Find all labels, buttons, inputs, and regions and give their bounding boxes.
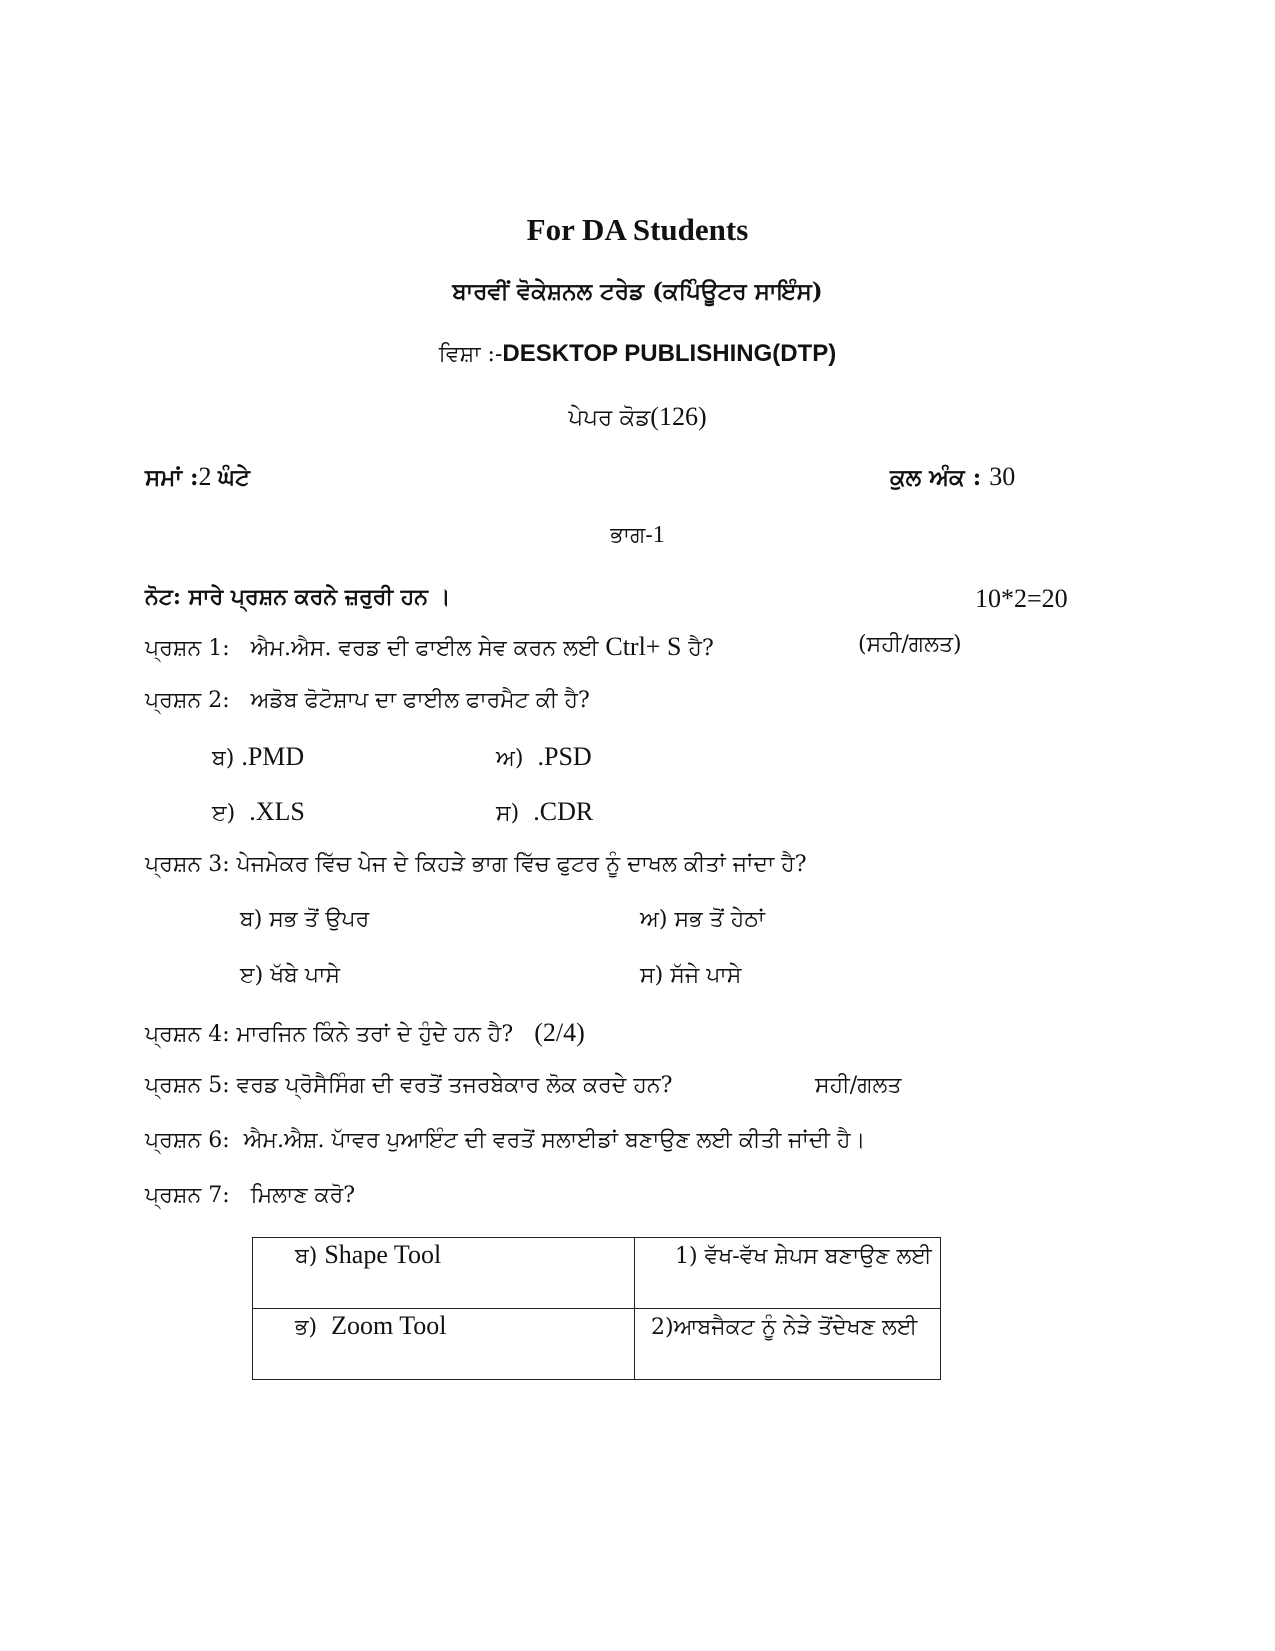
- question-label: ਪ੍ਰਸ਼ਨ 3:: [145, 852, 230, 877]
- total-marks-line: [890, 462, 1015, 492]
- answer-cell: 1) ਵੱਖ-ਵੱਖ ਸ਼ੇਪਸ ਬਣਾਉਣ ਲਈ: [635, 1238, 941, 1309]
- option-value: .PSD: [537, 742, 592, 771]
- question-5: [145, 1073, 672, 1098]
- question-1: [145, 632, 714, 662]
- match-table: [252, 1237, 941, 1380]
- note-marks: 10*2=20: [975, 584, 1068, 613]
- option-value: .XLS: [249, 797, 305, 826]
- option-value: .PMD: [241, 742, 305, 771]
- option-b: [212, 742, 304, 772]
- option-a: [496, 742, 592, 772]
- question-suffix: (2/4): [534, 1018, 585, 1047]
- question-label: ਪ੍ਰਸ਼ਨ 1:: [145, 636, 230, 661]
- question-7: [145, 1183, 355, 1208]
- paper-code-value: (126): [650, 402, 707, 431]
- q3-option-s: ਸ) ਸੱਜੇ ਪਾਸੇ: [640, 963, 742, 988]
- option-key: ਅ): [496, 746, 524, 771]
- question-label: ਪ੍ਰਸ਼ਨ 4:: [145, 1022, 230, 1047]
- question-text: ਹੈ?: [681, 636, 714, 661]
- option-value: .CDR: [533, 797, 594, 826]
- question-text: ਮਾਰਜਿਨ ਕਿੰਨੇ ਤਰਾਂ ਦੇ ਹੁੰਦੇ ਹਨ ਹੈ?: [236, 1022, 514, 1047]
- time-line: [145, 462, 250, 492]
- table-row: [253, 1309, 941, 1380]
- tool-name: Zoom Tool: [331, 1311, 447, 1340]
- question-text: ਪੇਜਮੇਕਰ ਵਿੱਚ ਪੇਜ ਦੇ ਕਿਹੜੇ ਭਾਗ ਵਿੱਚ ਫੁਟਰ ਨੂੰ ਦਾਖਲ ਕੀਤਾਂ ਜਾਂਦਾ ਹੈ?: [236, 852, 807, 877]
- option-key: ਸ): [496, 801, 520, 826]
- answer-cell: 2)ਆਬਜੈਕਟ ਨੂੰ ਨੇੜੇ ਤੋਂਦੇਖਣ ਲਈ: [635, 1309, 941, 1380]
- question-label: ਪ੍ਰਸ਼ਨ 7:: [145, 1183, 230, 1208]
- subject-line: [0, 340, 1275, 368]
- tool-cell: [253, 1238, 635, 1309]
- question-1-suffix: (ਸਹੀ/ਗਲਤ): [858, 632, 962, 657]
- question-text: ਐਮ.ਐਸ. ਵਰਡ ਦੀ ਫਾਈਲ ਸੇਵ ਕਰਨ ਲਈ: [250, 636, 606, 661]
- question-text-en: Ctrl+ S: [605, 632, 682, 661]
- option-key: ੲ): [212, 801, 236, 826]
- option-key: ਬ): [212, 746, 235, 771]
- option-i: [212, 797, 305, 827]
- paper-code-label: ਪੇਪਰ ਕੋਡ: [568, 405, 651, 431]
- note-line: ਨੋਟ: ਸਾਰੇ ਪ੍ਰਸ਼ਨ ਕਰਨੇ ਜ਼ਰੁਰੀ ਹਨ ।: [145, 584, 451, 610]
- marks-value: 30: [989, 462, 1016, 491]
- question-4: [145, 1018, 585, 1048]
- paper-code-line: [0, 402, 1275, 432]
- time-value: 2: [198, 462, 218, 491]
- question-6: [145, 1128, 865, 1153]
- table-row: [253, 1238, 941, 1309]
- question-3: [145, 852, 807, 877]
- marks-label: ਕੁਲ ਅੰਕ :: [890, 464, 990, 491]
- time-unit: ਘੰਟੇ: [217, 464, 250, 491]
- question-text: ਅਡੋਬ ਫੋਟੋਸ਼ਾਪ ਦਾ ਫਾਈਲ ਫਾਰਮੈਟ ਕੀ ਹੈ?: [250, 688, 590, 713]
- time-label: ਸਮਾਂ :: [145, 464, 199, 491]
- question-text: ਐਮ.ਐਸ਼. ਪਾੱਵਰ ਪੁਆਇੰਟ ਦੀ ਵਰਤੋਂ ਸਲਾਈਡਾਂ ਬਣਾਉਣ ਲਈ ਕੀਤੀ ਜਾਂਦੀ ਹੈ।: [243, 1128, 866, 1153]
- class-line: ਬਾਰਵੀਂ ਵੋਕੇਸ਼ਨਲ ਟਰੇਡ (ਕਪਿੰਊਟਰ ਸਾਇੰਸ): [452, 278, 823, 305]
- option-s: [496, 797, 593, 827]
- q3-option-i: ੲ) ਖੱਬੇ ਪਾਸੇ: [240, 963, 341, 988]
- part-label: ਭਾਗ-: [610, 523, 653, 548]
- tool-cell: [253, 1309, 635, 1380]
- page-title: For DA Students: [526, 212, 749, 247]
- question-text: ਮਿਲਾਣ ਕਰੋ?: [250, 1183, 356, 1208]
- part-heading: [0, 522, 1275, 549]
- question-label: ਪ੍ਰਸ਼ਨ 2:: [145, 688, 230, 713]
- question-5-suffix: ਸਹੀ/ਗਲਤ: [815, 1073, 902, 1098]
- tool-key: ਬ): [295, 1244, 318, 1269]
- subject-label: ਵਿਸ਼ਾ :-: [438, 342, 503, 367]
- part-number: 1: [652, 522, 665, 548]
- question-label: ਪ੍ਰਸ਼ਨ 5:: [145, 1073, 230, 1098]
- q3-option-b: ਬ) ਸਭ ਤੋਂ ਉਪਰ: [240, 907, 370, 932]
- tool-key: ਭ): [295, 1315, 318, 1340]
- question-label: ਪ੍ਰਸ਼ਨ 6:: [145, 1128, 230, 1153]
- question-2: [145, 688, 590, 713]
- q3-option-a: ਅ) ਸਭ ਤੋਂ ਹੇਠਾਂ: [640, 907, 765, 932]
- tool-name: Shape Tool: [324, 1240, 442, 1269]
- subject-name: DESKTOP PUBLISHING(DTP): [502, 340, 837, 367]
- question-text: ਵਰਡ ਪ੍ਰੋਸੈਸਿੰਗ ਦੀ ਵਰਤੋਂ ਤਜਰਬੇਕਾਰ ਲੋਕ ਕਰਦੇ ਹਨ?: [236, 1073, 673, 1098]
